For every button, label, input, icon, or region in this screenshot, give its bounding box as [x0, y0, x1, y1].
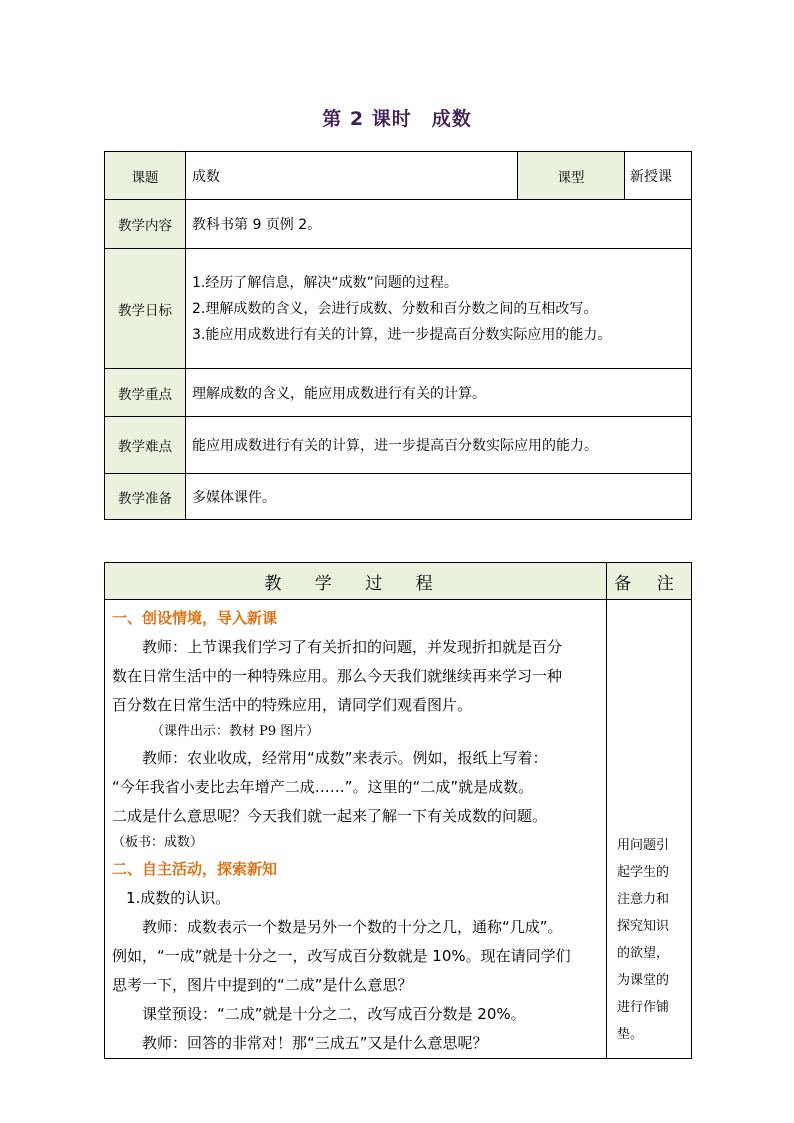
remark-line: 探究知识	[617, 919, 670, 934]
goal-item: 2.理解成数的含义，会进行成数、分数和百分数之间的互相改写。	[192, 300, 598, 317]
topic-value: 成数	[186, 152, 518, 200]
row-prep	[105, 474, 692, 520]
topic-label: 课题	[105, 152, 186, 200]
type-label: 课型	[518, 152, 625, 200]
section-heading: 二、自主活动，探索新知	[112, 860, 278, 878]
goal-label: 教学日标	[105, 249, 186, 369]
remark-line: 进行作铺	[617, 1000, 670, 1015]
remark-line: 用问题引	[617, 838, 670, 853]
paragraph-line: 教师：成数表示一个数是另外一个数的十分之几，通称“几成”。	[142, 918, 563, 936]
remark-line: 为课堂的	[617, 973, 670, 988]
section-heading: 一、创设情境，导入新课	[112, 609, 278, 627]
type-value: 新授课	[625, 152, 692, 200]
remark-line: 起学生的	[617, 865, 670, 880]
content-value: 教科书第 9 页例 2。	[186, 200, 692, 249]
goal-list	[186, 249, 692, 369]
key-label: 教学重点	[105, 369, 186, 417]
prep-value: 多媒体课件。	[186, 474, 692, 520]
sub-heading: 1.成数的认识。	[126, 889, 231, 907]
goal-item: 3.能应用成数进行有关的计算，进一步提高百分数实际应用的能力。	[192, 326, 612, 343]
content-label: 教学内容	[105, 200, 186, 249]
row-goals	[105, 249, 692, 369]
paragraph-line: 教师：回答的非常对！那“三成五”又是什么意思呢？	[142, 1034, 488, 1052]
board-note: （板书：成数）	[112, 835, 204, 850]
paragraph-line: 例如，“一成”就是十分之一，改写成百分数就是 10%。现在请同学们	[112, 947, 571, 965]
page-title: 第 2 课时 成数	[322, 108, 472, 130]
paragraph-line: 教师：上节课我们学习了有关折扣的问题，并发现折扣就是百分	[142, 638, 563, 656]
paragraph-line: 思考一下，图片中提到的“二成”是什么意思？	[112, 976, 413, 994]
process-body-row	[105, 600, 692, 1059]
process-content	[105, 600, 607, 1059]
difficulty-value: 能应用成数进行有关的计算，进一步提高百分数实际应用的能力。	[186, 417, 692, 474]
paragraph-line: 数在日常生活中的一种特殊应用。那么今天我们就继续再来学习一种	[112, 667, 563, 685]
remark-line: 垫。	[617, 1027, 644, 1042]
remark-content	[607, 600, 692, 1059]
row-topic	[105, 152, 692, 200]
key-value: 理解成数的含义，能应用成数进行有关的计算。	[186, 369, 692, 417]
paragraph-line: “今年我省小麦比去年增产二成……”。这里的“二成”就是成数。	[112, 778, 534, 796]
prep-label: 教学准备	[105, 474, 186, 520]
remark-header: 备 注	[607, 563, 692, 600]
process-header: 教 学 过 程	[105, 563, 607, 600]
process-header-row	[105, 563, 692, 600]
paragraph-line: 教师：农业收成，经常用“成数”来表示。例如，报纸上写着：	[142, 749, 548, 767]
teaching-process-table	[104, 562, 692, 1059]
goal-item: 1.经历了解信息，解决“成数”问题的过程。	[192, 274, 458, 291]
lesson-info-table	[104, 151, 692, 520]
courseware-note: （课件出示：教材 P9 图片）	[151, 724, 320, 739]
paragraph-line: 百分数在日常生活中的特殊应用，请同学们观看图片。	[112, 696, 473, 714]
paragraph-line: 二成是什么意思呢？今天我们就一起来了解一下有关成数的问题。	[112, 807, 548, 825]
remark-line: 注意力和	[617, 892, 670, 907]
paragraph-line: 课堂预设：“二成”就是十分之二，改写成百分数是 20%。	[142, 1005, 526, 1023]
row-key	[105, 369, 692, 417]
remark-line: 的欲望，	[617, 946, 670, 961]
row-content	[105, 200, 692, 249]
difficulty-label: 教学难点	[105, 417, 186, 474]
row-difficulty	[105, 417, 692, 474]
